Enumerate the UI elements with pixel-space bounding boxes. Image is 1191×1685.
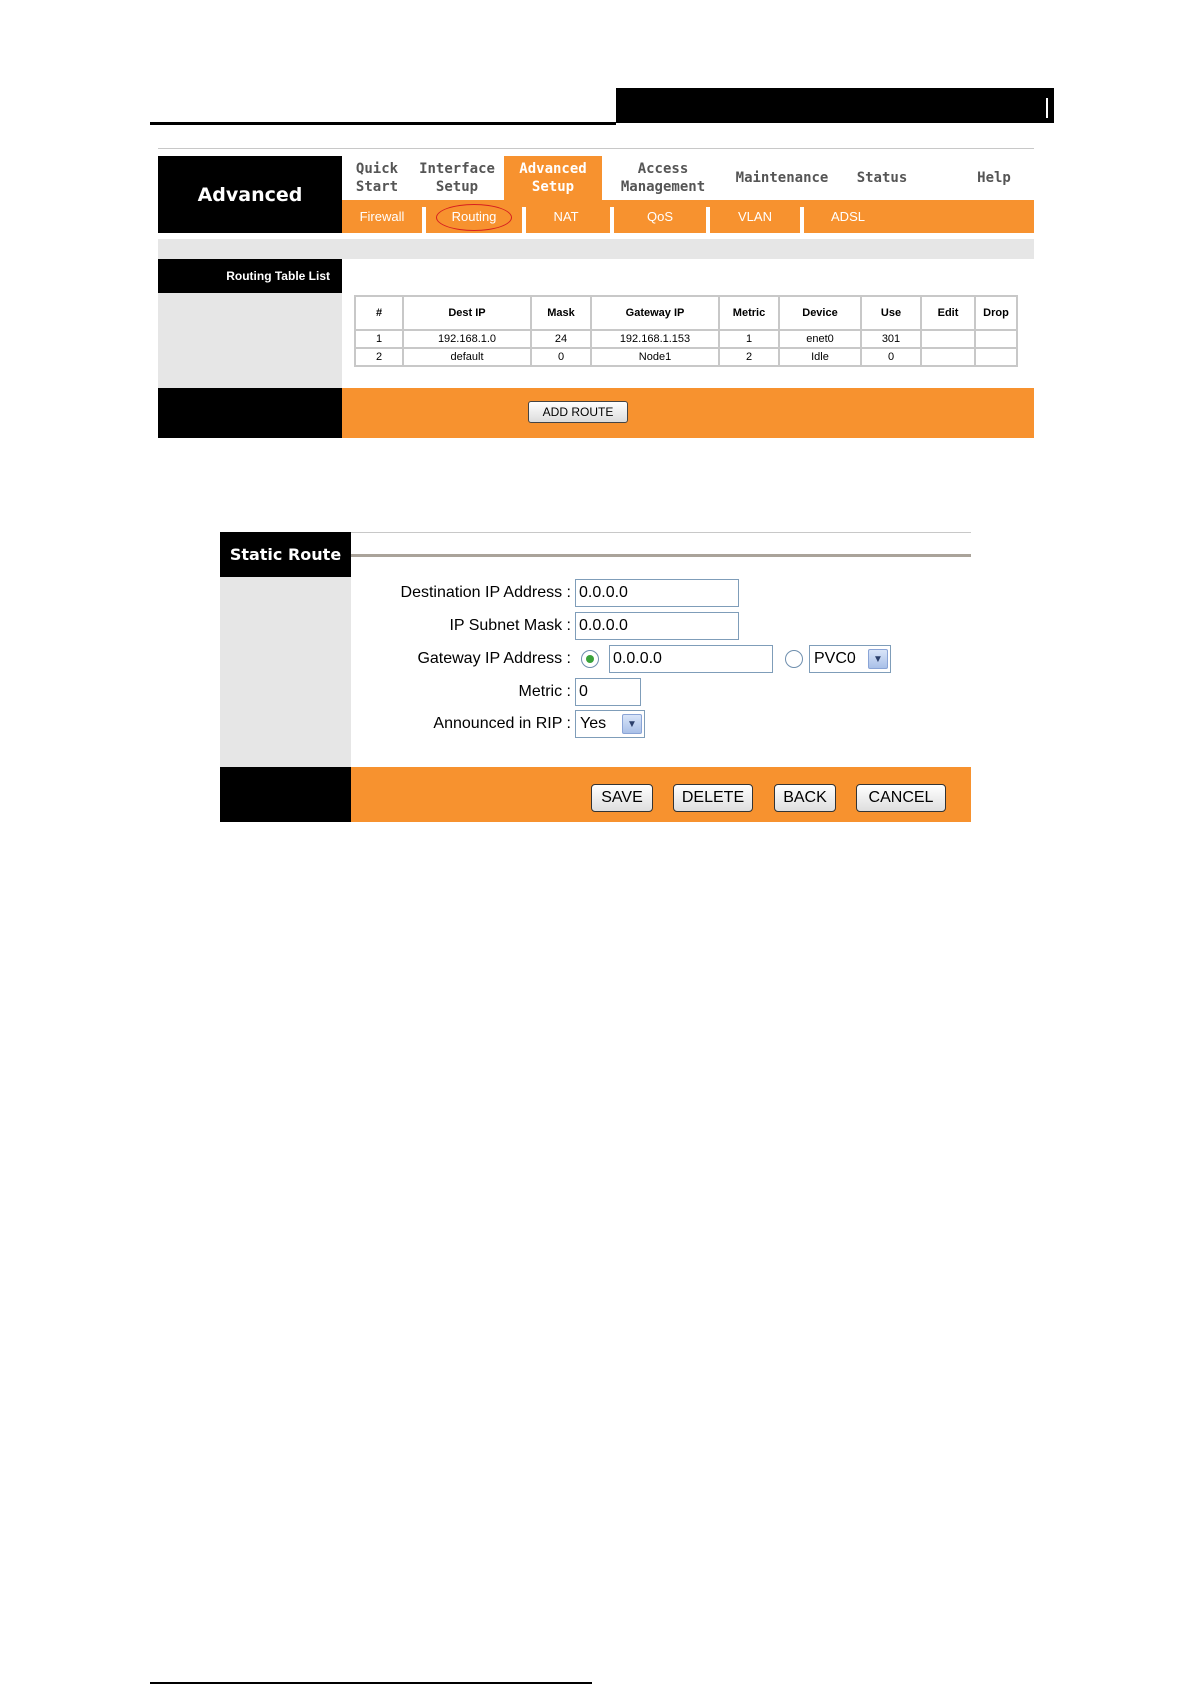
col-device: Device [779,296,861,330]
add-route-button[interactable]: ADD ROUTE [528,401,628,423]
cell-device: enet0 [779,330,861,348]
dest-ip-label: Destination IP Address : [400,584,571,601]
metric-row [351,677,971,707]
tab-status[interactable]: Status [856,170,908,186]
subnav-routing[interactable]: Routing [451,209,497,224]
side-panel [158,293,342,388]
side-panel [220,577,351,767]
static-route-label: Static Route [220,532,351,577]
subnav-adsl[interactable]: ADSL [831,209,865,224]
col-dest-ip: Dest IP [403,296,531,330]
col-number: # [355,296,403,330]
col-drop: Drop [975,296,1017,330]
metric-input[interactable]: 0 [575,678,641,706]
routing-highlight-ring [436,204,512,231]
col-use: Use [861,296,921,330]
delete-button[interactable]: DELETE [673,784,753,812]
tab-quick-start[interactable]: Quick Start [355,161,399,195]
col-gateway-ip: Gateway IP [591,296,719,330]
top-divider [350,532,971,533]
gateway-ip-radio[interactable] [581,650,599,668]
cell-mask: 0 [531,348,591,366]
cell-number: 2 [355,348,403,366]
action-bar-left [220,767,351,822]
cell-drop[interactable] [975,330,1017,348]
col-metric: Metric [719,296,779,330]
rip-select[interactable] [575,710,645,738]
tab-advanced-setup[interactable]: Advanced Setup [504,156,602,200]
action-bar-left [158,388,342,438]
gateway-row [351,644,971,674]
cell-use: 0 [861,348,921,366]
tab-access-management[interactable]: Access Management [620,161,706,195]
action-bar [342,388,1034,438]
subnav-qos[interactable]: QoS [646,209,673,224]
gateway-pvc-radio[interactable] [785,650,803,668]
subnet-mask-label: IP Subnet Mask : [449,617,571,634]
subnav-firewall[interactable]: Firewall [359,209,405,224]
rip-row [351,709,971,739]
header-bar-tick [1046,98,1048,118]
cell-dest-ip: default [403,348,531,366]
subnav-separator [422,207,426,233]
rip-label: Announced in RIP : [433,715,571,732]
cell-edit[interactable] [921,330,975,348]
gateway-ip-input[interactable]: 0.0.0.0 [609,645,773,673]
tab-help[interactable]: Help [977,170,1011,186]
cell-gateway-ip: 192.168.1.153 [591,330,719,348]
cell-metric: 1 [719,330,779,348]
top-divider [158,148,1034,149]
static-route-screenshot [220,532,971,822]
pvc-select-value: PVC0 [814,650,856,667]
section-rule [351,554,971,557]
subnav-nat[interactable]: NAT [553,209,579,224]
routing-table-list-label: Routing Table List [158,259,342,293]
sub-nav [342,200,1034,233]
tab-maintenance[interactable]: Maintenance [735,170,829,186]
tab-interface-setup[interactable]: Interface Setup [419,161,495,195]
cancel-button[interactable]: CANCEL [856,784,946,812]
subnav-vlan[interactable]: VLAN [738,209,772,224]
rip-select-value: Yes [580,715,607,732]
table-row [355,348,1017,366]
cell-dest-ip: 192.168.1.0 [403,330,531,348]
gateway-label: Gateway IP Address : [417,650,571,667]
subnet-mask-row [351,611,971,641]
col-edit: Edit [921,296,975,330]
brand-label: Advanced [158,156,342,233]
subnet-mask-input[interactable]: 0.0.0.0 [575,612,739,640]
document-footer-rule [150,1682,592,1684]
routing-table-screenshot [158,148,1034,438]
gray-strip [158,239,1034,259]
main-nav [342,156,1034,200]
dest-ip-input[interactable]: 0.0.0.0 [575,579,739,607]
dest-ip-row [351,578,971,608]
table-row [355,330,1017,348]
save-button[interactable]: SAVE [591,784,653,812]
back-button[interactable]: BACK [774,784,836,812]
col-mask: Mask [531,296,591,330]
pvc-select[interactable] [809,645,891,673]
table-header-row [355,296,1017,330]
chevron-down-icon[interactable]: ▼ [622,714,642,734]
cell-gateway-ip: Node1 [591,348,719,366]
document-header-rule [150,122,616,125]
cell-drop[interactable] [975,348,1017,366]
cell-use: 301 [861,330,921,348]
cell-number: 1 [355,330,403,348]
chevron-down-icon[interactable]: ▼ [868,649,888,669]
cell-mask: 24 [531,330,591,348]
routing-table [354,295,1018,367]
document-header-bar [616,88,1054,123]
cell-metric: 2 [719,348,779,366]
cell-edit[interactable] [921,348,975,366]
metric-label: Metric : [518,683,571,700]
cell-device: Idle [779,348,861,366]
